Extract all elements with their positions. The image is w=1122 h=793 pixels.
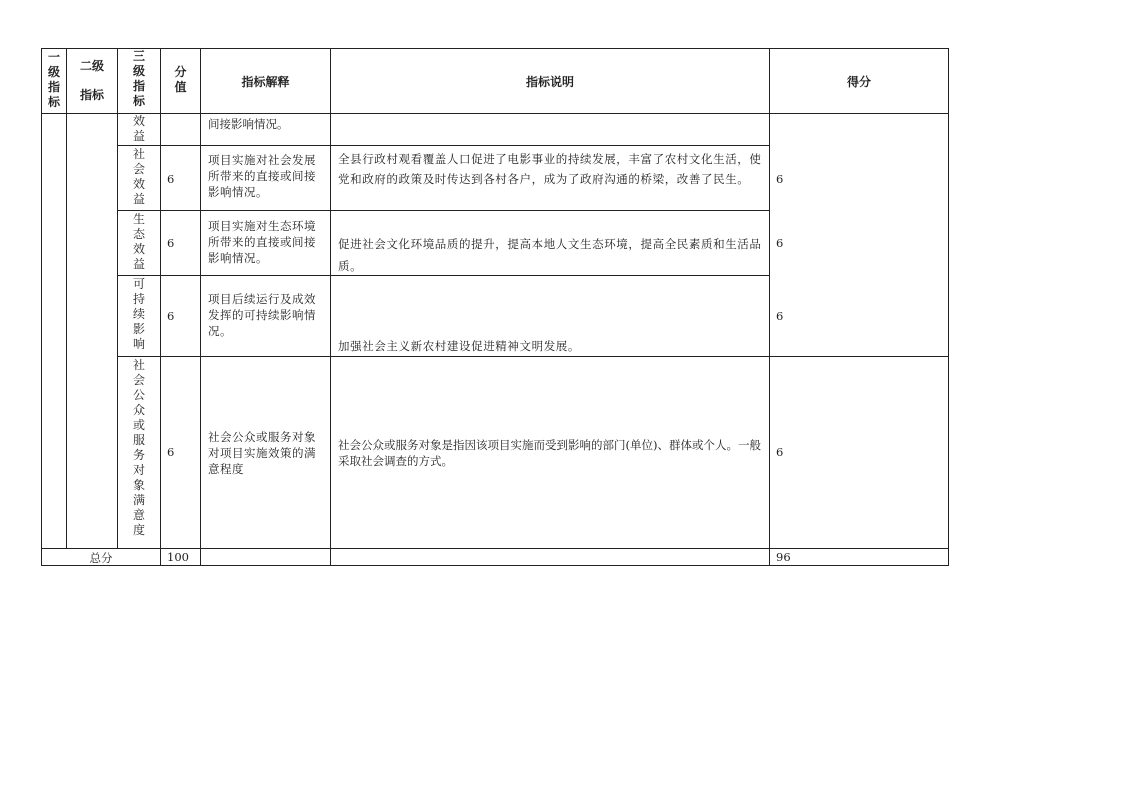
header-level1-label: 一级指标 [47,50,60,109]
row1-score-value-text: 6 [167,172,175,186]
row0-level3-text: 效益 [132,114,145,143]
total-score-value [167,550,199,565]
header-level3 [118,49,160,113]
row0-level3 [118,114,160,145]
row2-score-text: 6 [776,236,784,250]
header-level2-line2: 指标 [79,88,104,102]
row3-level3 [118,277,160,356]
row1-explanation [208,152,326,208]
row1-score-value [167,172,197,188]
row1-description [338,149,763,209]
header-score-value-label: 分值 [174,65,187,94]
row1-level3-text: 社会效益 [132,147,145,206]
total-label [42,550,160,565]
row0-explanation-text: 间接影响情况。 [208,117,289,131]
row1-explanation-text: 项目实施对社会发展所带来的直接或间接影响情况。 [208,153,316,199]
total-score-value-text: 100 [167,550,189,564]
header-level1 [42,50,66,113]
row2-score-value [167,236,197,252]
row2-score [776,236,816,252]
evaluation-table [41,48,949,566]
row3-description [338,338,763,356]
header-score-value [161,65,200,105]
row3-score [776,309,816,325]
row4-score-value-text: 6 [167,445,175,459]
header-level3-label: 三级指标 [132,49,145,108]
header-level2-line1: 二级 [79,59,104,73]
row3-score-value [167,309,197,325]
row3-description-text: 加强社会主义新农村建设促进精神文明发展。 [338,339,580,353]
row2-explanation-text: 项目实施对生态环境所带来的直接或间接影响情况。 [208,219,316,265]
row1-level3 [118,147,160,210]
row4-explanation-text: 社会公众或服务对象对项目实施效策的满意程度 [208,430,316,476]
row3-score-text: 6 [776,309,784,323]
total-score [776,550,816,565]
row3-score-value-text: 6 [167,309,175,323]
row1-score [776,172,816,188]
row4-level3 [118,358,160,548]
header-description [331,49,769,113]
row2-description-text: 促进社会文化环境品质的提升，提高本地人文生态环境，提高全民素质和生活品质。 [338,237,762,273]
header-score [770,49,948,113]
row4-description-text: 社会公众或服务对象是指因该项目实施而受到影响的部门(单位)、群体或个人。一般采取社会调查的方式。 [338,438,761,468]
header-description-label: 指标说明 [525,74,574,89]
row4-score [776,445,816,461]
header-explanation-label: 指标解释 [241,74,290,89]
row3-level3-text: 可持续影响 [132,277,145,351]
row2-score-value-text: 6 [167,236,175,250]
row2-level3-text: 生态效益 [132,212,145,271]
row4-explanation [208,429,326,485]
row4-description [338,437,766,473]
total-label-text: 总分 [89,551,113,565]
row4-score-text: 6 [776,445,784,459]
row3-explanation-text: 项目后续运行及成效发挥的可持续影响情况。 [208,292,316,338]
row1-score-text: 6 [776,172,784,186]
header-score-label: 得分 [846,74,871,89]
row0-explanation [208,116,326,144]
row4-level3-text: 社会公众或服务对象满意度 [132,358,145,537]
row3-explanation [208,291,326,347]
header-level2 [67,49,117,113]
header-explanation [201,49,330,113]
total-score-text: 96 [776,550,791,564]
row2-description [338,233,763,273]
row4-score-value [167,445,197,461]
row1-description-text: 全县行政村观看覆盖人口促进了电影事业的持续发展，丰富了农村文化生活，使党和政府的政策及时传达到各村各户，成为了政府沟通的桥梁，改善了民生。 [338,152,762,186]
row2-explanation [208,218,326,274]
row2-level3 [118,212,160,275]
